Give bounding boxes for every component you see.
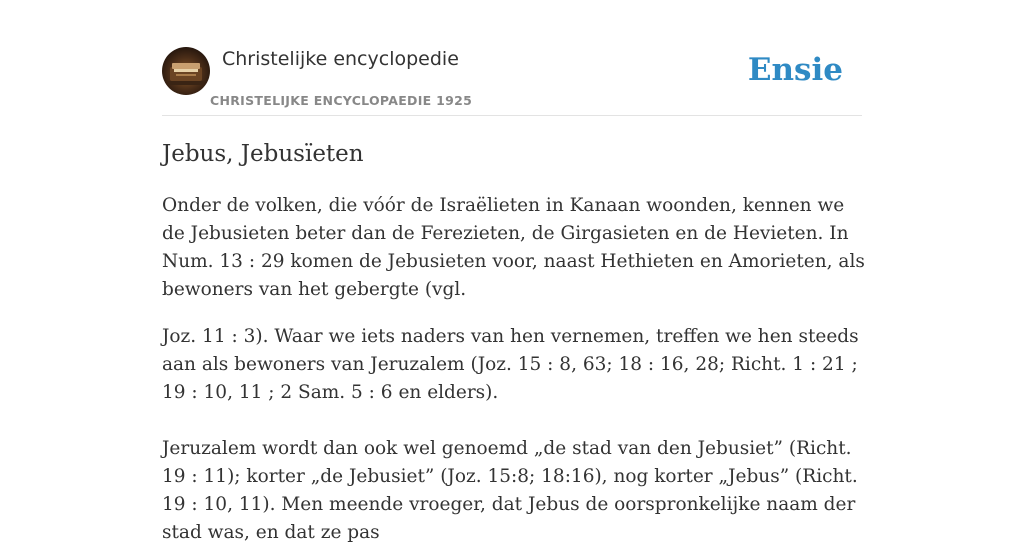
article-paragraph: Joz. 11 : 3). Waar we iets naders van hen vernemen, treffen we hen steeds aan als bewoners van Jeruzalem (Joz. 15 : 8, 63; 18 : 16, 28; Richt. 1 : 21 ; 19 : 10, 11 ; 2 Sam. 5 : 6 en elders). — [162, 326, 859, 403]
brand-logo-link[interactable]: Ensie — [747, 52, 843, 88]
article — [162, 136, 867, 547]
article-title: Jebus, Jebusïeten — [162, 141, 364, 167]
site-subtitle: CHRISTELIJKE ENCYCLOPAEDIE 1925 — [210, 93, 473, 108]
article-paragraph: Onder de volken, die vóór de Israëlieten in Kanaan woonden, kennen we de Jebusieten beter dan de Ferezieten, de Girgasieten en de Hevieten. In Num. 13 : 29 komen de Jebusieten voor, naast Hethieten en Amorieten, als bewoners van het gebergte (vgl. — [162, 195, 865, 300]
article-paragraph: Jeruzalem wordt dan ook wel genoemd „de stad van den Jebusiet” (Richt. 19 : 11); korter „de Jebusiet” (Joz. 15:8; 18:16), nog korter „Jebus” (Richt. 19 : 10, 11). Men meende vroeger, dat Jebus de oorspronkelijke naam der stad was, en dat ze pas — [162, 438, 858, 543]
site-header — [162, 46, 862, 116]
book-photo-icon[interactable] — [162, 47, 210, 95]
site-title[interactable]: Christelijke encyclopedie — [222, 48, 459, 70]
